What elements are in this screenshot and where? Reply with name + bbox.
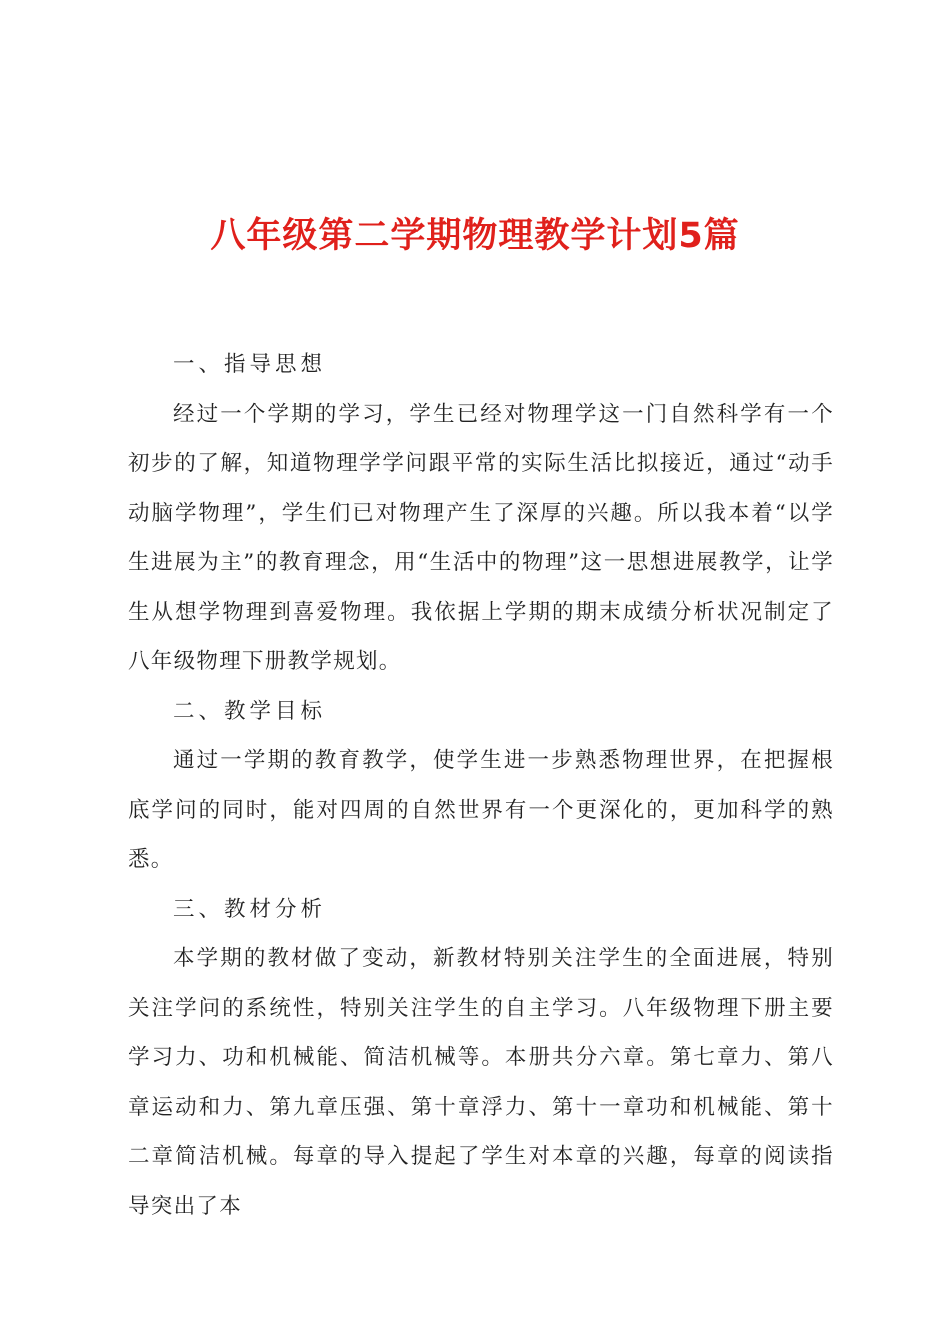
section-paragraph-textbook-analysis: 本学期的教材做了变动，新教材特别关注学生的全面进展，特别关注学问的系统性，特别关注学生的自主学习。八年级物理下册主要学习力、功和机械能、简洁机械等。本册共分六章。第七章力、第八章运动和力、第九章压强、第十章浮力、第十一章功和机械能、第十二章简洁机械。每章的导入提起了学生对本章的兴趣，每章的阅读指导突出了本 [128,946,834,1219]
section-heading-teaching-goals: 二、教学目标 [173,698,327,724]
section-heading-guiding-thought: 一、指导思想 [173,352,327,377]
document-title: 八年级第二学期物理教学计划5篇 [210,216,740,256]
document-body [128,340,834,1231]
section-heading-textbook-analysis: 三、教材分析 [173,896,327,922]
section-paragraph-teaching-goals: 通过一学期的教育教学，使学生进一步熟悉物理世界，在把握根底学问的同时，能对四周的自然世界有一个更深化的，更加科学的熟悉。 [128,748,834,872]
section-paragraph-guiding-thought: 经过一个学期的学习，学生已经对物理学这一门自然科学有一个初步的了解，知道物理学学问跟平常的实际生活比拟接近，通过“动手动脑学物理”，学生们已对物理产生了深厚的兴趣。所以我本着“以学生进展为主”的教育理念，用“生活中的物理”这一思想进展教学，让学生从想学物理到喜爱物理。我依据上学期的期末成绩分析状况制定了八年级物理下册教学规划。 [128,401,834,674]
